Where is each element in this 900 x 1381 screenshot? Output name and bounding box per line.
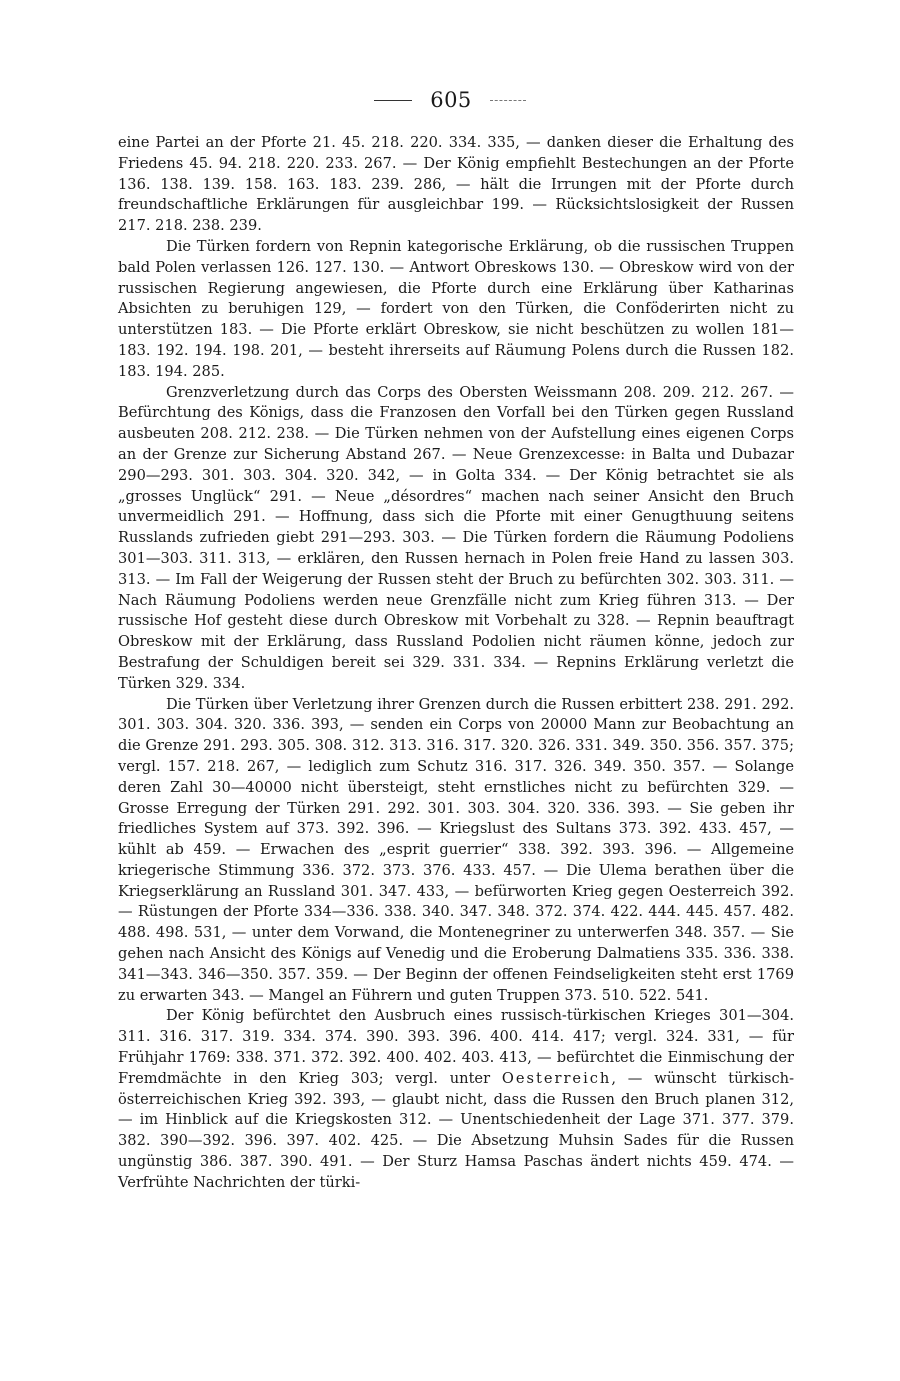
index-paragraph-2: Die Türken fordern von Repnin kategorische Erklärung, ob die russischen Truppen bald Polen verlassen 126. 127. 130. — Antwort Obreskows 130. — Obreskow wird von der russischen Regierung angewiesen, die Pforte durch eine Erklärung über Katharinas Absichten zu beruhigen 129, — fordert von den Türken, die Conföderirten nicht zu unterstützen 183. — Die Pforte erklärt Obreskow, sie nicht beschützen zu wollen 181—183. 192. 194. 198. 201, — besteht ihrerseits auf Räumung Polens durch die Russen 182. 183. 194. 285.: [118, 237, 794, 380]
index-paragraph-5-start: Der König befürchtet den Ausbruch eines russisch-türkischen Krieges 301—304. 311. 316. 317. 319. 334. 374. 390. 393. 396. 400. 414. 417; vergl. 324. 331, — für Frühjahr 1769: 338. 371. 372. 392. 400. 402. 403. 413, — befürchtet die Einmischung der Fremdmächte in den Krieg 303; vergl. unter: [118, 1007, 794, 1087]
header-rule-right: [490, 100, 526, 101]
index-text: [118, 133, 794, 1194]
page-number: 605: [430, 88, 472, 112]
index-paragraph-1: eine Partei an der Pforte 21. 45. 218. 220. 334. 335, — danken dieser die Erhaltung des Friedens 45. 94. 218. 220. 233. 267. — Der König empfiehlt Bestechungen an der Pforte 136. 138. 139. 158. 163. 183. 239. 286, — hält die Irrungen mit der Pforte durch freundschaftliche Erklärungen für ausgleichbar 199. — Rücksichtslosigkeit der Russen 217. 218. 238. 239.: [118, 134, 794, 235]
index-paragraph-4: Die Türken über Verletzung ihrer Grenzen durch die Russen erbittert 238. 291. 292. 301. 303. 304. 320. 336. 393, — senden ein Corps von 20000 Mann zur Beobachtung an die Grenze 291. 293. 305. 308. 312. 313. 316. 317. 320. 326. 331. 349. 350. 356. 357. 375; vergl. 157. 218. 267, — lediglich zum Schutz 316. 317. 326. 349. 350. 357. — Solange deren Zahl 30—40000 nicht übersteigt, steht ernstliches nicht zu befürchten 329. — Grosse Erregung der Türken 291. 292. 301. 303. 304. 320. 336. 393. — Sie geben ihr friedliches System auf 373. 392. 396. — Kriegslust des Sultans 373. 392. 433. 457, — kühlt ab 459. — Erwachen des „esprit guerrier“ 338. 392. 393. 396. — Allgemeine kriegerische Stimmung 336. 372. 373. 376. 433. 457. — Die Ulema berathen über die Kriegserklärung an Russland 301. 347. 433, — befürworten Krieg gegen Oesterreich 392. — Rüstungen der Pforte 334—336. 338. 340. 347. 348. 372. 374. 422. 444. 445. 457. 482. 488. 498. 531, — unter dem Vorwand, die Montenegriner zu unterwerfen 348. 357. — Sie gehen nach Ansicht des Königs auf Venedig und die Eroberung Dalmatiens 335. 336. 338. 341—343. 346—350. 357. 359. — Der Beginn der offenen Feindseligkeiten steht erst 1769 zu erwarten 343. — Mangel an Führern und guten Truppen 373. 510. 522. 541.: [118, 695, 794, 1004]
header-rule-left: [374, 100, 412, 101]
index-paragraph-5-end: , — wünscht türkisch-österreichischen Krieg 392. 393, — glaubt nicht, dass die Russen den Bruch planen 312, — im Hinblick auf die Kriegskosten 312. — Unentschiedenheit der Lage 371. 377. 379. 382. 390—392. 396. 397. 402. 425. — Die Absetzung Muhsin Sades für die Russen ungünstig 386. 387. 390. 491. — Der Sturz Hamsa Paschas ändert nichts 459. 474. — Verfrühte Nachrichten der türki-: [118, 1069, 795, 1191]
cross-reference-oesterreich: Oesterreich: [501, 1069, 612, 1087]
index-paragraph-3: Grenzverletzung durch das Corps des Obersten Weissmann 208. 209. 212. 267. — Befürchtung des Königs, dass die Franzosen den Vorfall bei den Türken gegen Russland ausbeuten 208. 212. 238. — Die Türken nehmen von der Aufstellung eines eigenen Corps an der Grenze zur Sicherung Abstand 267. — Neue Grenzexcesse: in Balta und Dubazar 290—293. 301. 303. 304. 320. 342, — in Golta 334. — Der König betrachtet sie als „grosses Unglück“ 291. — Neue „désordres“ machen nach seiner Ansicht den Bruch unvermeidlich 291. — Hoffnung, dass sich die Pforte mit einer Genugthuung seitens Russlands zufrieden giebt 291—293. 303. — Die Türken fordern die Räumung Podoliens 301—303. 311. 313, — erklären, den Russen hernach in Polen freie Hand zu lassen 303. 313. — Im Fall der Weigerung der Russen steht der Bruch zu befürchten 302. 303. 311. — Nach Räumung Podoliens werden neue Grenzfälle nicht zum Krieg führen 313. — Der russische Hof gesteht diese durch Obreskow mit Vorbehalt zu 328. — Repnin beauftragt Obreskow mit der Erklärung, dass Russland Podolien nicht räumen könne, jedoch zur Bestrafung der Schuldigen bereit sei 329. 331. 334. — Repnins Erklärung verletzt die Türken 329. 334.: [118, 383, 794, 692]
index-paragraph-5: [118, 1006, 794, 1193]
page-header: [0, 88, 900, 112]
